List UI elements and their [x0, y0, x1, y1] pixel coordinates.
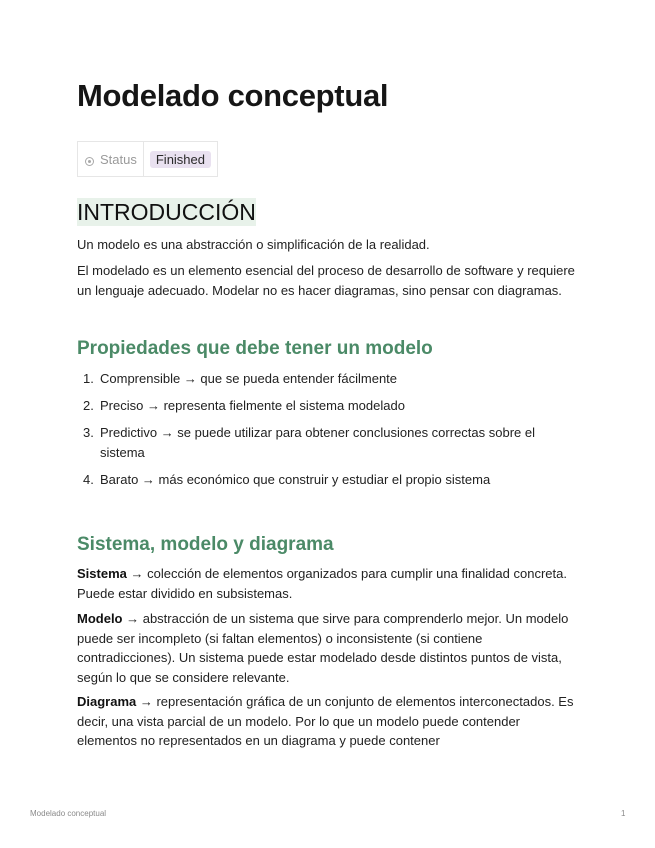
properties-heading: Propiedades que debe tener un modelo [77, 338, 433, 359]
intro-paragraph-2: El modelado es un elemento esencial del proceso de desarrollo de software y requiere un lenguaje adecuado. Modelar no es hacer diagramas, sino pensar con diagramas. [77, 263, 575, 298]
diagrama-term: Diagrama [77, 694, 137, 709]
intro-heading: INTRODUCCIÓN [77, 199, 256, 225]
system-model-diagram-heading: Sistema, modelo y diagrama [77, 534, 334, 555]
page-number: 1 [621, 809, 626, 818]
footer-title: Modelado conceptual [30, 809, 107, 818]
sistema-paragraph: Sistema → colección de elementos organizados para cumplir una finalidad concreta. Puede estar dividido en subsistemas. [77, 566, 567, 601]
sistema-term: Sistema [77, 566, 127, 581]
list-item: 4. Barato → más económico que construir y estudiar el propio sistema [83, 471, 491, 487]
modelo-paragraph: Modelo → abstracción de un sistema que sirve para comprenderlo mejor. Un modelo puede ser incompleto (si faltan elementos) o inconsistente (si contiene contradicciones). Un sistema puede estar modelado desde distintos puntos de vista, según lo que se considere relevante. [77, 611, 569, 685]
status-label: Status [100, 151, 137, 167]
list-item: 1. Comprensible → que se pueda entender fácilmente [83, 371, 398, 386]
page-title: Modelado conceptual [77, 78, 389, 113]
list-item: 2. Preciso → representa fielmente el sistema modelado [83, 398, 405, 413]
modelo-term: Modelo [77, 611, 123, 626]
status-value-cell [144, 142, 217, 176]
list-item: 3. Predictivo → se puede utilizar para obtener conclusiones correctas sobre el sistema [83, 425, 536, 460]
status-property [78, 142, 144, 176]
status-icon [85, 157, 94, 166]
diagrama-paragraph: Diagrama → representación gráfica de un conjunto de elementos interconectados. Es decir, una vista parcial de un modelo. Por lo que un modelo puede contender elementos no representados en un diagrama y puede contener [77, 694, 574, 748]
properties-table [77, 141, 218, 177]
properties-list [77, 369, 577, 497]
status-badge: Finished [150, 151, 211, 168]
intro-paragraph-1: Un modelo es una abstracción o simplificación de la realidad. [77, 237, 430, 252]
